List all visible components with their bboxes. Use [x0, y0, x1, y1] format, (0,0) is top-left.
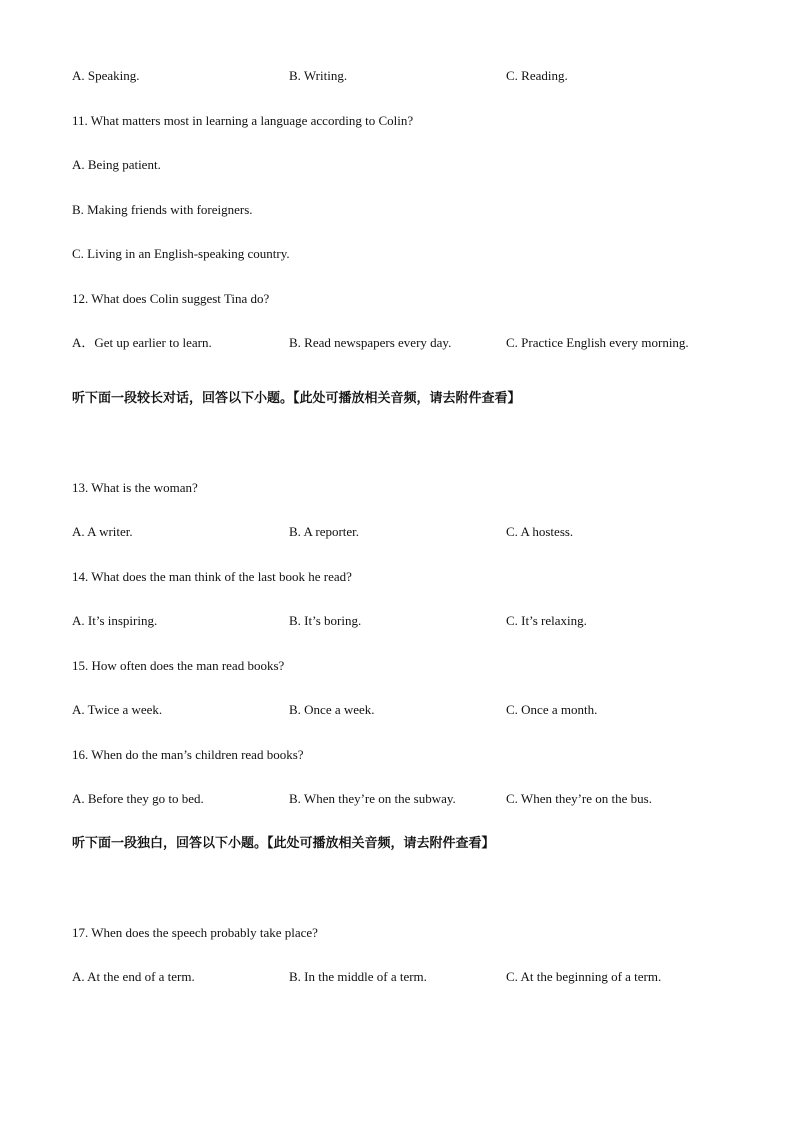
- q10-option-b: B. Writing.: [289, 68, 348, 83]
- q15-option-a: A. Twice a week.: [72, 702, 163, 717]
- q11-option-a: A. Being patient.: [72, 157, 161, 172]
- q11-question: 11. What matters most in learning a language according to Colin?: [72, 113, 414, 128]
- q10-option-a: A. Speaking.: [72, 68, 140, 83]
- q15-option-b: B. Once a week.: [289, 702, 375, 717]
- q14-option-c: C. It’s relaxing.: [506, 613, 587, 628]
- q11-option-b: B. Making friends with foreigners.: [72, 202, 253, 217]
- q17-option-c: C. At the beginning of a term.: [506, 969, 662, 984]
- q14-question: 14. What does the man think of the last book he read?: [72, 569, 352, 584]
- q17-options: [72, 969, 752, 985]
- q16-option-c: C. When they’re on the bus.: [506, 791, 652, 806]
- q13-question: 13. What is the woman?: [72, 480, 198, 495]
- q16-option-b: B. When they’re on the subway.: [289, 791, 456, 806]
- q15-option-c: C. Once a month.: [506, 702, 598, 717]
- q10-options: [72, 68, 752, 84]
- q15-question: 15. How often does the man read books?: [72, 658, 285, 673]
- q17-option-a: A. At the end of a term.: [72, 969, 195, 984]
- q11-option-c: C. Living in an English-speaking country.: [72, 246, 290, 261]
- q16-question: 16. When do the man’s children read books?: [72, 747, 304, 762]
- section-instruction-monologue: 听下面一段独白，回答以下小题。【此处可播放相关音频，请去附件查看】: [72, 836, 495, 851]
- q12-option-a: A．Get up earlier to learn.: [72, 335, 212, 350]
- q17-question: 17. When does the speech probably take place?: [72, 925, 318, 940]
- q16-option-a: A. Before they go to bed.: [72, 791, 204, 806]
- q14-option-a: A. It’s inspiring.: [72, 613, 158, 628]
- section-instruction-long-dialogue: 听下面一段较长对话，回答以下小题。【此处可播放相关音频，请去附件查看】: [72, 391, 521, 406]
- q13-option-c: C. A hostess.: [506, 524, 574, 539]
- q14-option-b: B. It’s boring.: [289, 613, 362, 628]
- q17-option-b: B. In the middle of a term.: [289, 969, 427, 984]
- q13-option-a: A. A writer.: [72, 524, 133, 539]
- q16-options: [72, 791, 752, 807]
- q12-option-b: B. Read newspapers every day.: [289, 335, 452, 350]
- q13-options: [72, 524, 752, 540]
- q12-options: [72, 335, 752, 351]
- q12-question: 12. What does Colin suggest Tina do?: [72, 291, 270, 306]
- q12-option-c: C. Practice English every morning.: [506, 335, 689, 350]
- q10-option-c: C. Reading.: [506, 68, 568, 83]
- q15-options: [72, 702, 752, 718]
- q14-options: [72, 613, 752, 629]
- q13-option-b: B. A reporter.: [289, 524, 360, 539]
